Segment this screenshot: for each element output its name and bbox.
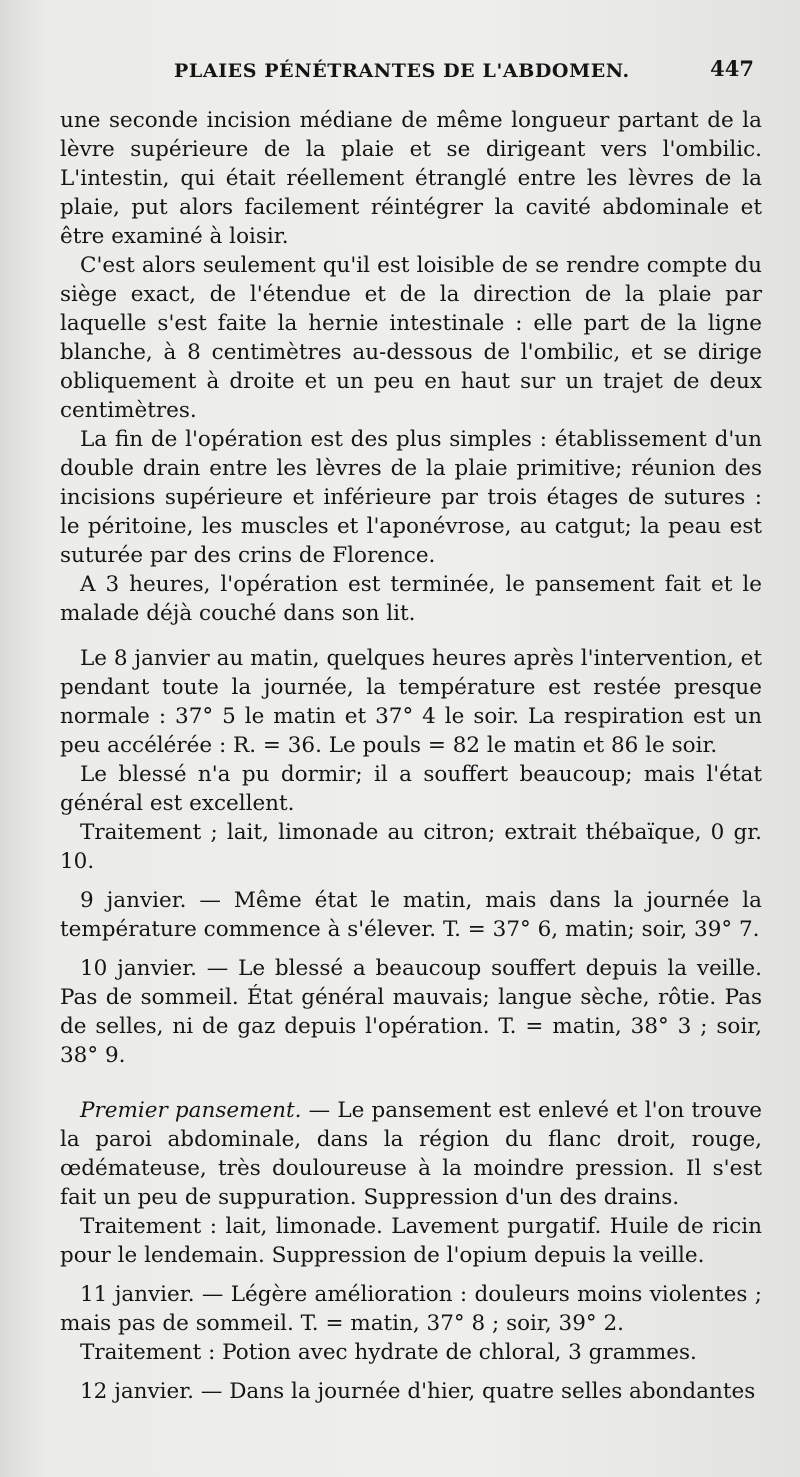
paragraph: A 3 heures, l'opération est terminée, le pansement fait et le malade déjà couché dans son lit.: [60, 572, 762, 626]
paragraph-text: — Le pansement est enlevé et l'on trouve la paroi abdominale, dans la région du flanc droit, rouge, œdémateuse, très douloureuse à la moindre pression. Il s'est fait un peu de suppuration. Suppression d'un des drains.: [60, 1098, 762, 1210]
paragraph: C'est alors seulement qu'il est loisible de se rendre compte du siège exact, de l'étendue et de la direction de la plaie par laquelle s'est faite la hernie intestinale : elle part de la ligne blanche, à 8 centimètres au-dessous de l'ombilic, et se dirige obliquement à droite et un peu en haut sur un trajet de deux centimètres.: [60, 253, 762, 423]
paragraph: 9 janvier. — Même état le matin, mais dans la journée la température commence à s'élever. T. = 37° 6, matin; soir, 39° 7.: [60, 888, 762, 942]
paragraph: 12 janvier. — Dans la journée d'hier, quatre selles abondantes: [80, 1379, 756, 1404]
paragraph: une seconde incision médiane de même longueur partant de la lèvre supérieure de la plaie et se dirigeant vers l'ombilic. L'intestin, qui était réellement étranglé entre les lèvres de la plaie, put alors facilement réintégrer la cavité abdominale et être examiné à loisir.: [60, 108, 762, 249]
paragraph: La fin de l'opération est des plus simples : établissement d'un double drain entre les lèvres de la plaie primitive; réunion des incisions supérieure et inférieure par trois étages de sutures : le péritoine, les muscles et l'aponévrose, au catgut; la peau est suturée par des crins de Florence.: [60, 427, 762, 568]
body-text: [60, 106, 762, 1406]
paragraph: Traitement : lait, limonade. Lavement purgatif. Huile de ricin pour le lendemain. Suppression de l'opium depuis la veille.: [60, 1214, 762, 1268]
paragraph: Traitement : Potion avec hydrate de chloral, 3 grammes.: [80, 1340, 697, 1365]
paragraph: Traitement ; lait, limonade au citron; extrait thébaïque, 0 gr. 10.: [60, 820, 762, 874]
running-title: PLAIES PÉNÉTRANTES DE L'ABDOMEN.: [174, 60, 630, 82]
page-number: 447: [710, 56, 754, 81]
page-header: [60, 56, 762, 90]
paragraph: [60, 1096, 762, 1212]
paragraph: 10 janvier. — Le blessé a beaucoup souffert depuis la veille. Pas de sommeil. État général mauvais; langue sèche, rôtie. Pas de selles, ni de gaz depuis l'opération. T. = matin, 38° 3 ; soir, 38° 9.: [60, 956, 762, 1068]
paragraph: Le blessé n'a pu dormir; il a souffert beaucoup; mais l'état général est excellent.: [60, 762, 762, 816]
section-label: Premier pansement.: [80, 1098, 302, 1123]
paragraph: 11 janvier. — Légère amélioration : douleurs moins violentes ; mais pas de sommeil. T. = matin, 37° 8 ; soir, 39° 2.: [60, 1282, 762, 1336]
paragraph: Le 8 janvier au matin, quelques heures après l'intervention, et pendant toute la journée, la température est restée presque normale : 37° 5 le matin et 37° 4 le soir. La respiration est un peu accélérée : R. = 36. Le pouls = 82 le matin et 86 le soir.: [60, 646, 762, 758]
